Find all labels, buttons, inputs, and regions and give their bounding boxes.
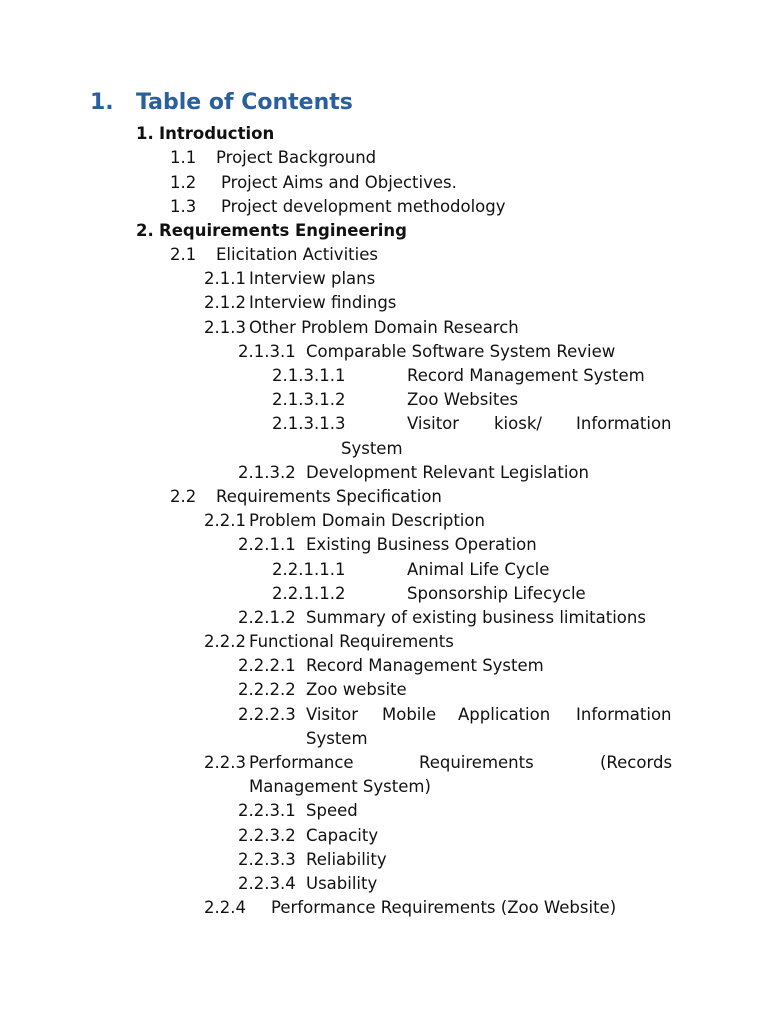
entry-number: 1.2 — [170, 173, 197, 192]
toc-entry-2-1-3-2 — [238, 461, 589, 485]
entry-number: 2.1 — [170, 245, 197, 264]
entry-text-word: kiosk/ — [494, 414, 542, 433]
entry-text-word: Visitor — [306, 705, 359, 724]
toc-entry-2-2-2-3 — [238, 703, 306, 727]
entry-number: 2.1.3.1.3 — [272, 414, 346, 433]
entry-number: 1. — [136, 124, 154, 143]
toc-entry-2-2-1-2 — [238, 606, 646, 630]
entry-text-word: Mobile — [382, 705, 437, 724]
entry-number: 2.1.1 — [204, 269, 246, 288]
entry-number: 2.1.3.1 — [238, 342, 296, 361]
toc-entry-2-1 — [170, 243, 378, 267]
toc-entry-2-1-3-1-1 — [272, 364, 645, 388]
entry-text: Summary of existing business limitations — [306, 608, 646, 627]
toc-entry-2-2-3 — [204, 751, 249, 775]
entry-text: Record Management System — [407, 366, 645, 385]
toc-entry-2-2-2-2 — [238, 678, 407, 702]
toc-entry-1-2 — [170, 171, 457, 195]
entry-text: Speed — [306, 801, 358, 820]
entry-text-word: (Records — [600, 753, 673, 772]
entry-number: 2.1.3.2 — [238, 463, 296, 482]
entry-text: Project Aims and Objectives. — [221, 173, 457, 192]
entry-number: 2.2.1 — [204, 511, 246, 530]
entry-text: Animal Life Cycle — [407, 560, 550, 579]
entry-text-word: Requirements — [419, 753, 534, 772]
toc-entry-2-1-2 — [204, 291, 396, 315]
entry-number: 2.2.3.3 — [238, 850, 296, 869]
entry-text: Elicitation Activities — [216, 245, 378, 264]
entry-number: 2.2.4 — [204, 898, 246, 917]
entry-number: 2.1.3.1.2 — [272, 390, 346, 409]
entry-text: Introduction — [159, 124, 275, 143]
entry-number: 2.2 — [170, 487, 197, 506]
entry-number: 2.2.2.1 — [238, 656, 296, 675]
entry-number: 2.1.2 — [204, 293, 246, 312]
entry-number: 2.2.1.1 — [238, 535, 296, 554]
entry-number: 2.2.3 — [204, 753, 246, 772]
entry-text-word: Information — [576, 705, 672, 724]
entry-text-word: Visitor — [407, 414, 460, 433]
entry-text-word: Information — [576, 414, 672, 433]
entry-number: 2.2.3.1 — [238, 801, 296, 820]
toc-entry-1-3 — [170, 195, 506, 219]
entry-number: 2.2.1.2 — [238, 608, 296, 627]
entry-text: Zoo Websites — [407, 390, 519, 409]
entry-text-continued: Management System) — [249, 777, 431, 796]
entry-text: Comparable Software System Review — [306, 342, 616, 361]
toc-entry-2-1-3-1-3 — [272, 412, 407, 436]
entry-text: Interview plans — [249, 269, 376, 288]
toc-entry-2-2-2-1 — [238, 654, 544, 678]
entry-text: Project development methodology — [221, 197, 506, 216]
entry-number: 2.1.3.1.1 — [272, 366, 346, 385]
entry-text: Project Background — [216, 148, 377, 167]
entry-number: 1.3 — [170, 197, 197, 216]
entry-text: Interview findings — [249, 293, 397, 312]
entry-text-continued: System — [306, 729, 368, 748]
toc-entry-2-2 — [170, 485, 442, 509]
entry-number: 2.2.2.3 — [238, 705, 296, 724]
toc-entry-2-2-1 — [204, 509, 485, 533]
entry-text: Other Problem Domain Research — [249, 318, 519, 337]
toc-entry-2-2-4 — [204, 896, 616, 920]
entry-number: 2.2.3.4 — [238, 874, 296, 893]
toc-heading — [90, 90, 353, 115]
entry-text: Capacity — [306, 826, 379, 845]
entry-number: 2. — [136, 221, 154, 240]
toc-entry-2-2-3-2 — [238, 824, 378, 848]
entry-number: 2.2.3.2 — [238, 826, 296, 845]
entry-number: 2.2.2 — [204, 632, 246, 651]
toc-entry-2-1-3-1-2 — [272, 388, 518, 412]
entry-text: Zoo website — [306, 680, 407, 699]
entry-text: Requirements Engineering — [159, 221, 407, 240]
toc-entry-2-2-3-3 — [238, 848, 387, 872]
toc-entry-2-2-1-1-1 — [272, 558, 549, 582]
entry-text: Development Relevant Legislation — [306, 463, 589, 482]
entry-text: Sponsorship Lifecycle — [407, 584, 586, 603]
entry-number: 1.1 — [170, 148, 197, 167]
toc-entry-2-2-2 — [204, 630, 454, 654]
toc-entry-2-2-3-4 — [238, 872, 377, 896]
entry-text: Performance Requirements (Zoo Website) — [271, 898, 617, 917]
entry-text: Record Management System — [306, 656, 544, 675]
entry-number: 2.2.1.1.2 — [272, 584, 346, 603]
toc-entry-2-2-3-1 — [238, 799, 358, 823]
entry-text-word: Application — [458, 705, 551, 724]
entry-text: Problem Domain Description — [249, 511, 485, 530]
toc-entry-2-2-1-1-2 — [272, 582, 586, 606]
entry-text-continued: System — [341, 439, 403, 458]
toc-entry-1-1 — [170, 146, 376, 170]
entry-number: 2.1.3 — [204, 318, 246, 337]
entry-number: 2.2.2.2 — [238, 680, 296, 699]
heading-number: 1. — [90, 90, 114, 115]
toc-entry-2-1-1 — [204, 267, 375, 291]
toc-entry-1 — [136, 122, 274, 146]
heading-title: Table of Contents — [136, 90, 353, 115]
toc-entry-2-1-3 — [204, 316, 519, 340]
entry-text: Usability — [306, 874, 378, 893]
entry-text: Reliability — [306, 850, 387, 869]
toc-entry-2-1-3-1 — [238, 340, 615, 364]
entry-text: Functional Requirements — [249, 632, 454, 651]
entry-text: Requirements Specification — [216, 487, 442, 506]
entry-number: 2.2.1.1.1 — [272, 560, 346, 579]
entry-text-word: Performance — [249, 753, 354, 772]
toc-entry-2 — [136, 219, 407, 243]
entry-text: Existing Business Operation — [306, 535, 537, 554]
toc-entry-2-2-1-1 — [238, 533, 537, 557]
